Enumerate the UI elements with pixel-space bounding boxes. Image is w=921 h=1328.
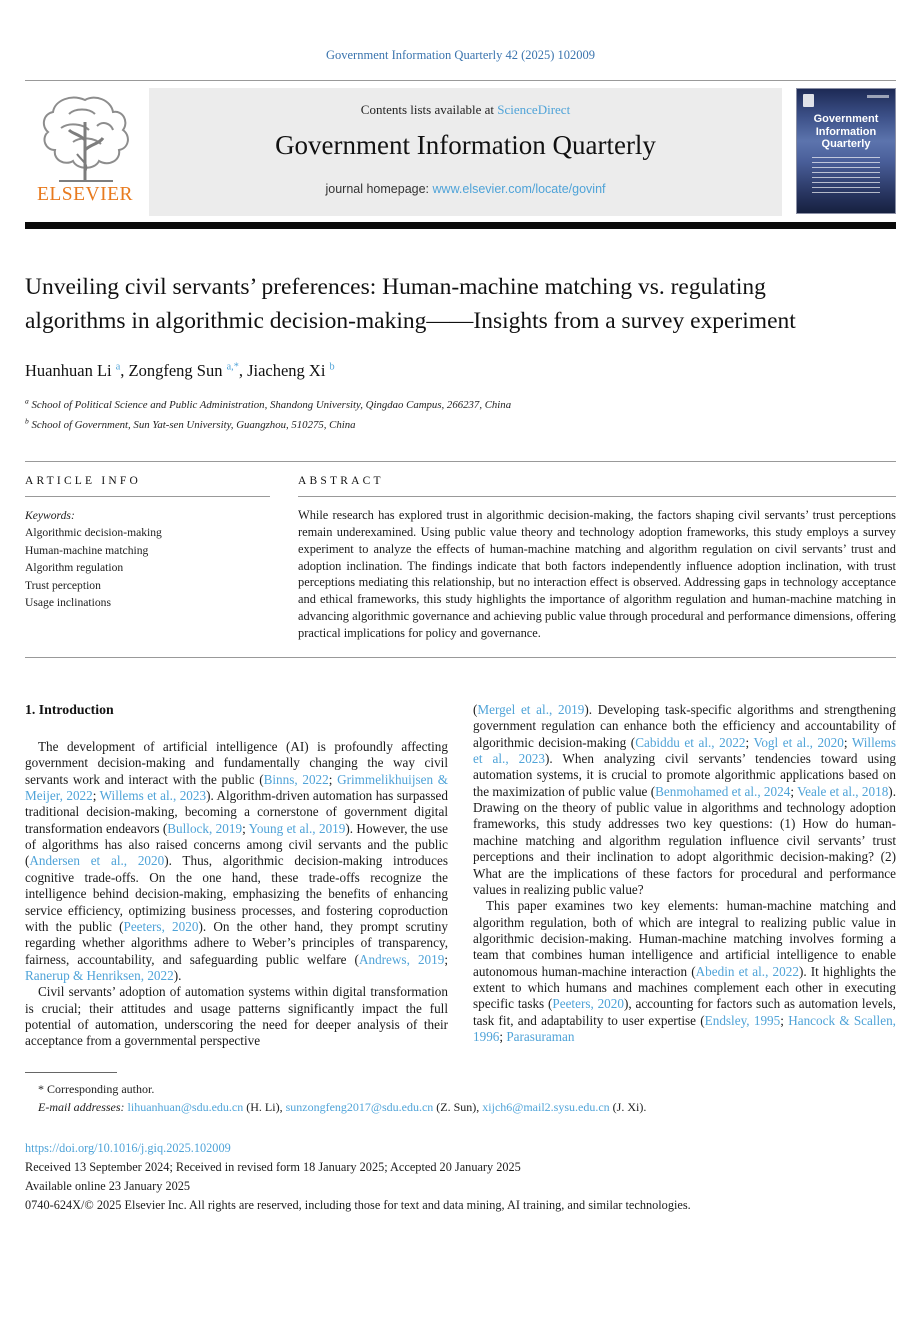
citation-link[interactable]: Young et al., 2019: [248, 820, 346, 836]
cover-title-line: Quarterly: [821, 138, 871, 151]
article-body: [25, 702, 896, 1050]
text-segment: , Jiacheng Xi: [238, 361, 326, 381]
left-column: [25, 702, 448, 1050]
citation-link[interactable]: Mergel et al., 2019: [477, 701, 585, 717]
text-segment: ). Drawing on the theory of public value in algorithms and technology adoption frameworks, this study addresses two key questions: (1) How do human-machine matching and algorithm regulation influence civil servants’ trust perceptions and their inclination to adopt algorithmic decision-making? (2) What are the implications of these factors for procedural and performance values in realizing public value?: [473, 783, 896, 897]
email-addresses-line: [25, 1098, 896, 1117]
text-segment: (J. Xi).: [609, 1100, 647, 1115]
keyword-item: Trust perception: [25, 578, 101, 592]
journal-homepage-link[interactable]: www.elsevier.com/locate/govinf: [432, 182, 606, 196]
text-segment: ). Algorithm-driven automation has surpassed traditional decision-making, becoming a cornerstone of government digital transformation endeavors (: [25, 787, 448, 836]
cover-title-line: Information: [815, 125, 877, 138]
keyword-item: Algorithmic decision-making: [25, 526, 162, 540]
text-segment: E-mail addresses:: [38, 1100, 125, 1115]
body-paragraph: [25, 984, 448, 1049]
elsevier-tree-icon: [39, 92, 131, 186]
text-segment: (Z. Sun),: [433, 1100, 483, 1115]
text-segment: ). On the other hand, they prompt scrutiny regarding whether algorithms adhere to Weber’s principles of transparency, fairness, accountability, and safeguarding public welfare (: [25, 918, 448, 967]
body-paragraph: [25, 739, 448, 984]
keyword-item: Human-machine matching: [25, 543, 149, 557]
text-segment: , Zongfeng Sun: [120, 361, 223, 381]
citation-link[interactable]: Abedin et al., 2022: [695, 963, 799, 979]
text-segment: Huanhuan Li: [25, 361, 112, 381]
citation-link[interactable]: Ranerup & Henriksen, 2022: [25, 967, 174, 983]
author-affiliation-sup[interactable]: a,*: [226, 361, 239, 373]
text-segment: journal homepage:: [325, 182, 433, 196]
contents-list-line: [157, 102, 774, 118]
text-segment: ;: [444, 951, 448, 967]
abstract-heading: ABSTRACT: [298, 475, 384, 488]
text-segment: Civil servants’ adoption of automation systems within digital transformation is crucial; their attitudes and usage patterns significantly impact the full potential of automation, underscoring the need for deeper analysis of their acceptance from a governmental perspective: [25, 984, 448, 1049]
text-segment: ;: [790, 783, 798, 799]
affiliations: [25, 396, 896, 435]
text-segment: (: [473, 701, 478, 717]
article-info-heading-divider: [25, 496, 270, 497]
received-dates-line: Received 13 September 2024; Received in revised form 18 January 2025; Accepted 20 January 2025: [25, 1159, 521, 1174]
citation-link[interactable]: Parasuraman: [506, 1029, 575, 1045]
citation-link[interactable]: Vogl et al., 2020: [753, 734, 844, 750]
text-segment: ;: [242, 820, 249, 836]
author-affiliation-sup[interactable]: a: [115, 361, 121, 373]
affiliation-b: [25, 416, 896, 435]
text-segment: ), accounting for factors such as automation levels, task fit, and adaptability to user expertise (: [473, 996, 896, 1028]
text-segment: ). When analyzing civil servants’ tendencies toward using automation systems, it is crucial to promote algorithmic applications based on the maximization of public value (: [473, 750, 896, 799]
citation-link[interactable]: Andersen et al., 2020: [29, 853, 165, 869]
text-segment: This paper examines two key elements: human-machine matching and algorithm regulation, both of which are integral to realizing public value in algorithmic decision-making. Human-machine matching involves forming a team that combines human intelligence and artificial intelligence to enable autonomous human-machine interaction (: [473, 898, 896, 979]
citation-link[interactable]: Bullock, 2019: [167, 820, 243, 836]
keywords-label: Keywords:: [25, 509, 75, 523]
journal-homepage-line: [157, 182, 774, 196]
text-segment: School of Government, Sun Yat-sen University, Guangzhou, 510275, China: [28, 418, 356, 431]
abstract-text: While research has explored trust in algorithmic decision-making, the factors shaping civil servants’ trust perceptions remain underexamined. Using public value theory and technology adoption frameworks, this study employs a survey experiment to analyze the effects of human-machine matching and algorithm regulation on civil servants’ trust and adoption inclination. The findings indicate that both factors independently influence adoption inclination, with trust perceptions mediating this relationship, but no interaction effect is observed. Addressing gaps in technology acceptance and ethical frameworks, this study highlights the importance of algorithm regulation and human-machine matching in advancing algorithmic governance and achieving public value through procedural and performance dimensions, offering practical implications for policy and governance.: [298, 508, 896, 641]
text-segment: ;: [328, 771, 338, 787]
citation-link[interactable]: Hancock & Scallen, 1996: [473, 1012, 896, 1045]
footnote-block: [25, 1072, 896, 1117]
text-segment: School of Political Science and Public Administration, Shandong University, Qingdao Campus, 266237, China: [28, 399, 512, 412]
sciencedirect-link[interactable]: ScienceDirect: [497, 102, 571, 117]
available-online-line: Available online 23 January 2025: [25, 1179, 191, 1194]
text-segment: ;: [92, 787, 100, 803]
keyword-item: Usage inclinations: [25, 595, 111, 609]
text-segment: a: [25, 396, 29, 406]
article-info-heading: ARTICLE INFO: [25, 475, 141, 488]
citation-link[interactable]: Grimmelikhuijsen & Meijer, 2022: [25, 771, 448, 803]
cover-contents-lines: [812, 157, 880, 197]
journal-title: Government Information Quarterly: [275, 130, 656, 160]
text-segment: The development of artificial intelligence (AI) is profoundly affecting government decision-making and fundamentally changing the way civil servants work and interact with the public (: [25, 738, 448, 787]
text-segment: ). Thus, algorithmic decision-making introduces cognitive trade-offs. On the one hand, these trade-offs recognize the intelligence behind decision-making, emphasizing the benefits of enhancing service efficiency, optimizing business processes, and fostering coproduction with the public (: [25, 853, 448, 934]
article-title: Unveiling civil servants’ preferences: Human-machine matching vs. regulating algorithms in algorithmic decision-making——Insights from a survey experiment: [25, 274, 796, 334]
email-link[interactable]: xijch6@mail2.sysu.edu.cn: [482, 1100, 610, 1115]
journal-citation-header: Government Information Quarterly 42 (2025) 102009: [325, 48, 596, 62]
email-link[interactable]: lihuanhuan@sdu.edu.cn: [127, 1100, 244, 1115]
elsevier-wordmark: ELSEVIER: [36, 184, 134, 205]
text-segment: ;: [499, 1029, 507, 1045]
cover-title-line: Government: [813, 113, 879, 125]
text-segment: ;: [780, 1012, 789, 1028]
affiliation-a: [25, 396, 896, 415]
cover-elsevier-mini-logo-icon: [803, 94, 814, 107]
elsevier-logo[interactable]: [25, 88, 145, 216]
corresponding-author-note: * Corresponding author.: [38, 1081, 155, 1096]
citation-link[interactable]: Benmohamed et al., 2024: [655, 783, 791, 799]
text-segment: b: [25, 416, 29, 426]
article-info-section: [25, 462, 896, 642]
abstract-column: [298, 475, 896, 642]
article-info-column: [25, 475, 270, 642]
citation-link[interactable]: Endsley, 1995: [704, 1012, 781, 1028]
text-segment: ;: [745, 734, 754, 750]
text-segment: ).: [173, 967, 182, 983]
article-footer: [25, 1139, 896, 1215]
text-segment: ). Developing task-specific algorithms and strengthening government regulation can enhance both the efficiency and accountability of algorithmic decision-making (: [473, 701, 896, 750]
cover-journal-title: [797, 113, 895, 151]
text-segment: ). It highlights the extent to which humans and machines complement each other in executing specific tasks (: [473, 963, 896, 1012]
copyright-line: 0740-624X/© 2025 Elsevier Inc. All rights are reserved, including those for text and data mining, AI training, and similar technologies.: [25, 1198, 691, 1213]
doi-link[interactable]: https://doi.org/10.1016/j.giq.2025.102009: [25, 1140, 231, 1155]
citation-link[interactable]: Cabiddu et al., 2022: [635, 734, 746, 750]
citation-link[interactable]: Andrews, 2019: [358, 951, 445, 967]
keyword-item: Algorithm regulation: [25, 561, 124, 575]
citation-link[interactable]: Willems et al., 2023: [99, 787, 207, 803]
banner-divider-bar: [25, 222, 896, 229]
article-info-bottom-divider: [25, 657, 896, 658]
text-segment: ). However, the use of algorithms has also raised concerns among civil servants and the public (: [25, 820, 448, 869]
body-paragraph: [473, 898, 896, 1045]
citation-link[interactable]: Veale et al., 2018: [797, 783, 889, 799]
author-list: [25, 361, 896, 381]
author-affiliation-sup[interactable]: b: [329, 361, 335, 373]
text-segment: (H. Li),: [243, 1100, 286, 1115]
text-segment: Contents lists available at: [360, 102, 498, 117]
cover-volume-text: [867, 95, 889, 98]
introduction-heading: 1. Introduction: [25, 701, 114, 717]
banner-center-panel: [149, 88, 782, 216]
abstract-heading-divider: [298, 496, 896, 497]
journal-banner: [25, 88, 896, 216]
journal-cover-thumbnail[interactable]: [796, 88, 896, 214]
email-link[interactable]: sunzongfeng2017@sdu.edu.cn: [285, 1100, 434, 1115]
header-divider: [25, 80, 896, 81]
body-paragraph: [473, 702, 896, 898]
footnote-divider: [25, 1072, 117, 1073]
citation-link[interactable]: Willems et al., 2023: [473, 734, 896, 766]
citation-link[interactable]: Binns, 2022: [263, 771, 329, 787]
right-column: [473, 702, 896, 1050]
text-segment: ;: [843, 734, 852, 750]
citation-link[interactable]: Peeters, 2020: [123, 918, 199, 934]
citation-link[interactable]: Peeters, 2020: [552, 996, 624, 1012]
